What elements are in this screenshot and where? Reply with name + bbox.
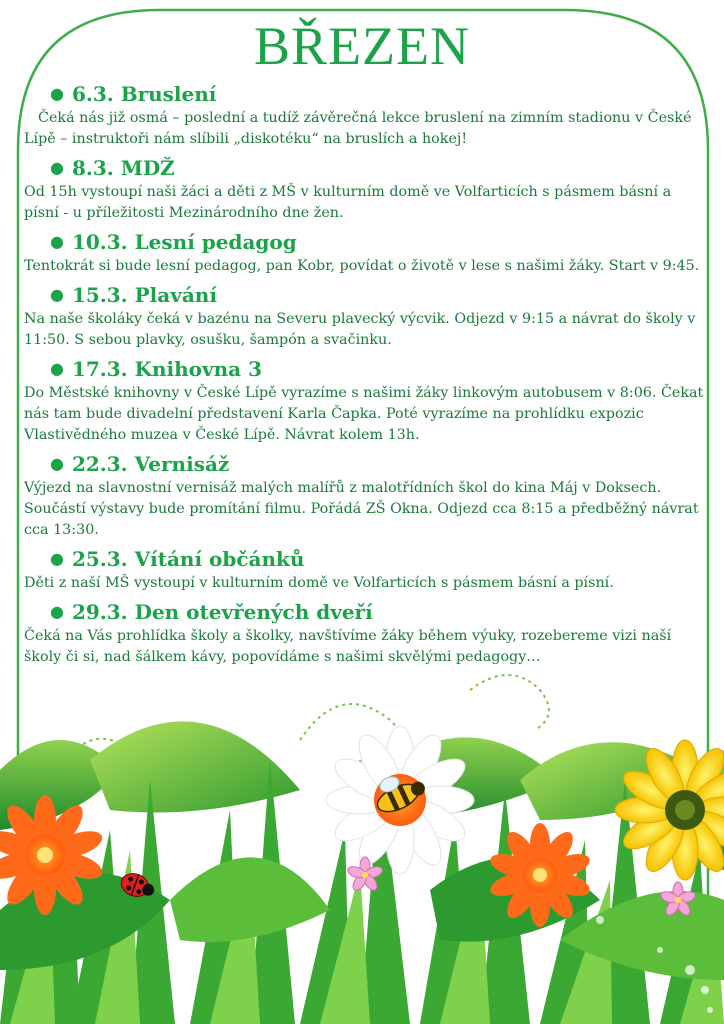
event-description: Děti z naší MŠ vystoupí v kulturním domě ve Volfarticích s pásmem básní a písní. xyxy=(24,575,614,591)
event-item xyxy=(24,355,708,446)
event-item xyxy=(24,281,708,351)
event-heading: 17.3. Knihovna 3 xyxy=(71,357,263,381)
event-description: Čeká nás již osmá – poslední a tudíž závěrečná lekce bruslení na zimním stadionu v České Lípě – instruktoři nám slíbili „diskotéku“ na bruslích a hokej! xyxy=(24,110,692,147)
event-item xyxy=(24,154,708,224)
event-item xyxy=(24,80,708,150)
bullet-icon: ● xyxy=(50,549,64,568)
event-heading: 25.3. Vítání občánků xyxy=(71,547,305,571)
event-description: Od 15h vystoupí naši žáci a děti z MŠ v kulturním domě ve Volfarticích s pásmem básní a písní - u příležitosti Mezinárodního dne žen. xyxy=(24,184,672,221)
event-description: Tentokrát si bude lesní pedagog, pan Kobr, povídat o životě v lese s našimi žáky. Start v 9:45. xyxy=(24,258,700,274)
event-description: Do Městské knihovny v České Lípě vyrazíme s našimi žáky linkovým autobusem v 8:06. Čekat nás tam bude divadelní představení Karla Čapka. Poté vyrazíme na prohlídku expozic Vlastivědného muzea v České Lípě. Návrat kolem 13h. xyxy=(24,385,704,443)
bullet-icon: ● xyxy=(50,602,64,621)
event-description: Na naše školáky čeká v bazénu na Severu plavecký výcvik. Odjezd v 9:15 a návrat do školy v 11:50. S sebou plavky, osušku, šampón a svačinku. xyxy=(24,311,696,348)
event-description: Čeká na Vás prohlídka školy a školky, navštívíme žáky během výuky, rozebereme vizi naší školy či si, nad šálkem kávy, popovídáme s našimi skvělými pedagogy… xyxy=(24,628,672,665)
bullet-icon: ● xyxy=(50,84,64,103)
bullet-icon: ● xyxy=(50,454,64,473)
event-heading: 6.3. Bruslení xyxy=(71,82,217,106)
bullet-icon: ● xyxy=(50,359,64,378)
event-item xyxy=(24,450,708,541)
bullet-icon: ● xyxy=(50,232,64,251)
event-heading: 29.3. Den otevřených dveří xyxy=(71,600,373,624)
page-title: BŘEZEN xyxy=(254,16,470,76)
event-heading: 15.3. Plavání xyxy=(71,283,217,307)
bullet-icon: ● xyxy=(50,158,64,177)
event-description: Výjezd na slavnostní vernisáž malých malířů z malotřídních škol do kina Máj v Doksech. Součástí výstavy bude promítání filmu. Pořádá ZŠ Okna. Odjezd cca 8:15 a předběžný návrat cca 13:30. xyxy=(24,480,699,538)
bullet-icon: ● xyxy=(50,285,64,304)
event-item xyxy=(24,545,708,594)
event-item xyxy=(24,228,708,277)
event-list xyxy=(24,80,708,672)
event-heading: 22.3. Vernisáž xyxy=(71,452,230,476)
spring-meadow-illustration xyxy=(0,650,724,1024)
event-heading: 10.3. Lesní pedagog xyxy=(71,230,297,254)
event-heading: 8.3. MDŽ xyxy=(71,156,175,180)
